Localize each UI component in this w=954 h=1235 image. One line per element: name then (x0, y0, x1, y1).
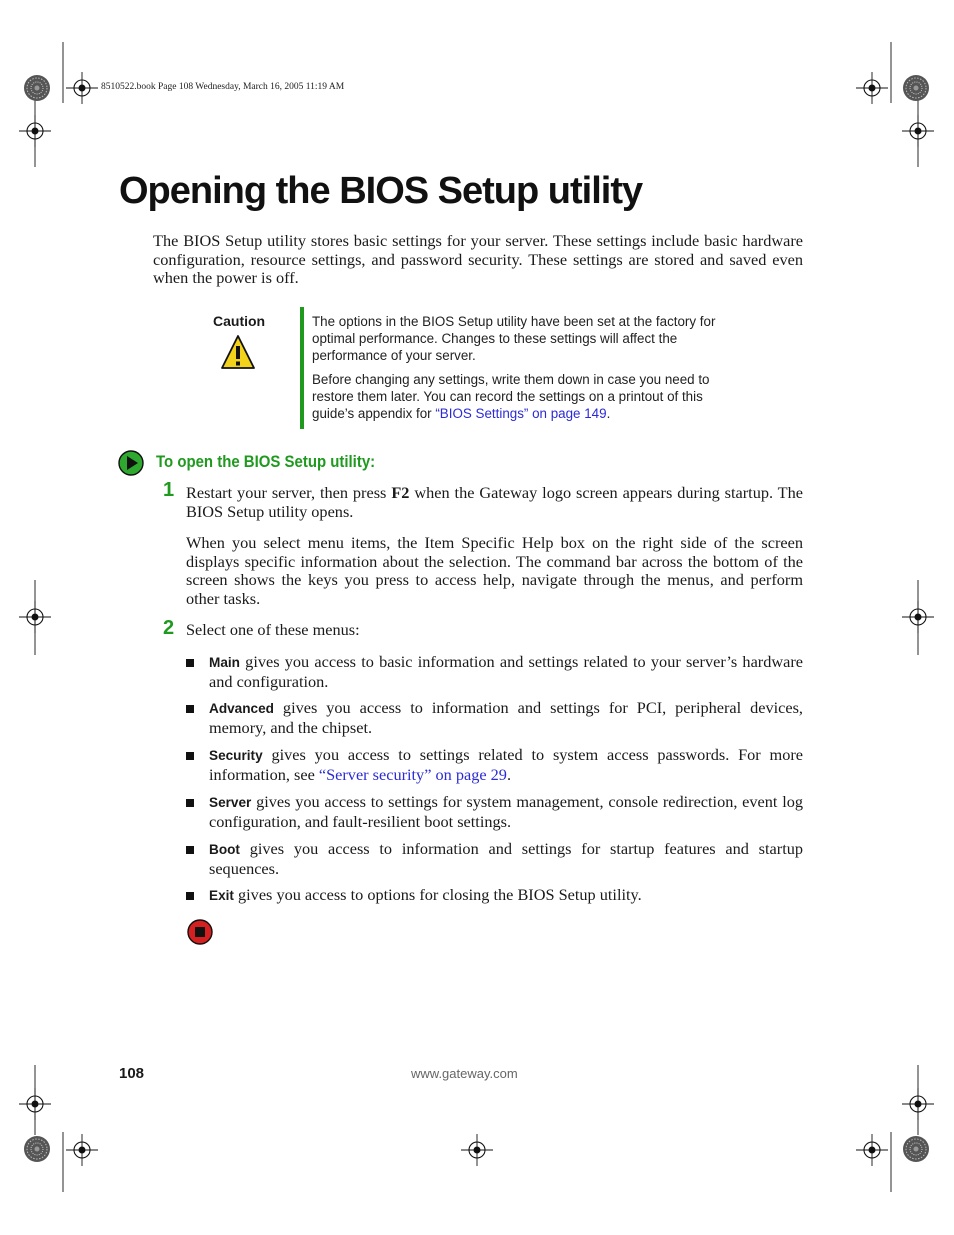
procedure-arrow-icon (118, 450, 144, 476)
bullet-marker (186, 846, 194, 854)
list-item: Advanced gives you access to information and settings for PCI, peripheral devices, memory, and the chipset. (209, 698, 803, 737)
step-number-1: 1 (163, 479, 175, 501)
caution-triangle-icon (220, 334, 256, 370)
step-1-detail: When you select menu items, the Item Specific Help box on the right side of the screen displays specific information about the selection. The command bar across the bottom of the screen shows the keys you press to access help, navigate through the menus, and perform other tasks. (186, 533, 803, 609)
bullet-marker (186, 705, 194, 713)
caution-divider (300, 307, 304, 429)
step-1-text: Restart your server, then press F2 when the Gateway logo screen appears during startup. The BIOS Setup utility opens. (186, 483, 803, 521)
caution-label: Caution (213, 313, 266, 329)
list-item: Main gives you access to basic information and settings related to your server’s hardware and configuration. (209, 652, 803, 691)
step-2-text: Select one of these menus: (186, 620, 360, 639)
f2-key: F2 (391, 483, 410, 502)
procedure-title: To open the BIOS Setup utility: (156, 452, 376, 471)
stop-icon (187, 919, 213, 945)
list-item: Exit gives you access to options for closing the BIOS Setup utility. (209, 885, 642, 904)
menu-name: Exit (209, 888, 234, 903)
intro-paragraph: The BIOS Setup utility stores basic settings for your server. These settings include basic hardware configuration, resource settings, and password security. These settings are stored and saved even when the power is off. (153, 231, 803, 288)
menu-name: Server (209, 795, 252, 810)
page-number: 108 (119, 1065, 145, 1082)
caution-paragraph-2: Before changing any settings, write them down in case you need to restore them later. You can record the settings on a printout of this guide’s appendix for “BIOS Settings” on page 149. (312, 371, 710, 422)
server-security-link[interactable]: “Server security” on page 29 (318, 764, 507, 784)
menu-name: Main (209, 655, 240, 670)
list-item: Server gives you access to settings for system management, console redirection, event log configuration, and fault-resilient boot settings. (209, 792, 803, 831)
caution-paragraph-1: The options in the BIOS Setup utility have been set at the factory for optimal performance. Changes to these settings will affect the performance of your server. (312, 314, 716, 364)
menu-name: Security (209, 748, 263, 763)
menu-name: Advanced (209, 701, 274, 716)
bullet-marker (186, 892, 194, 900)
step-number-2: 2 (163, 617, 175, 639)
bullet-marker (186, 799, 194, 807)
book-slug: 8510522.book Page 108 Wednesday, March 16, 2005 11:19 AM (101, 82, 345, 92)
footer-url: www.gateway.com (411, 1066, 518, 1081)
page-title: Opening the BIOS Setup utility (119, 170, 643, 212)
menu-name: Boot (209, 842, 240, 857)
list-item: Boot gives you access to information and settings for startup features and startup sequences. (209, 839, 803, 878)
bullet-marker (186, 659, 194, 667)
bullet-marker (186, 752, 194, 760)
list-item: Security gives you access to settings related to system access passwords. For more information, see “Server security” on page 29. (209, 745, 803, 784)
bios-settings-link[interactable]: “BIOS Settings” on page 149 (435, 406, 607, 422)
caution-text (312, 313, 742, 428)
